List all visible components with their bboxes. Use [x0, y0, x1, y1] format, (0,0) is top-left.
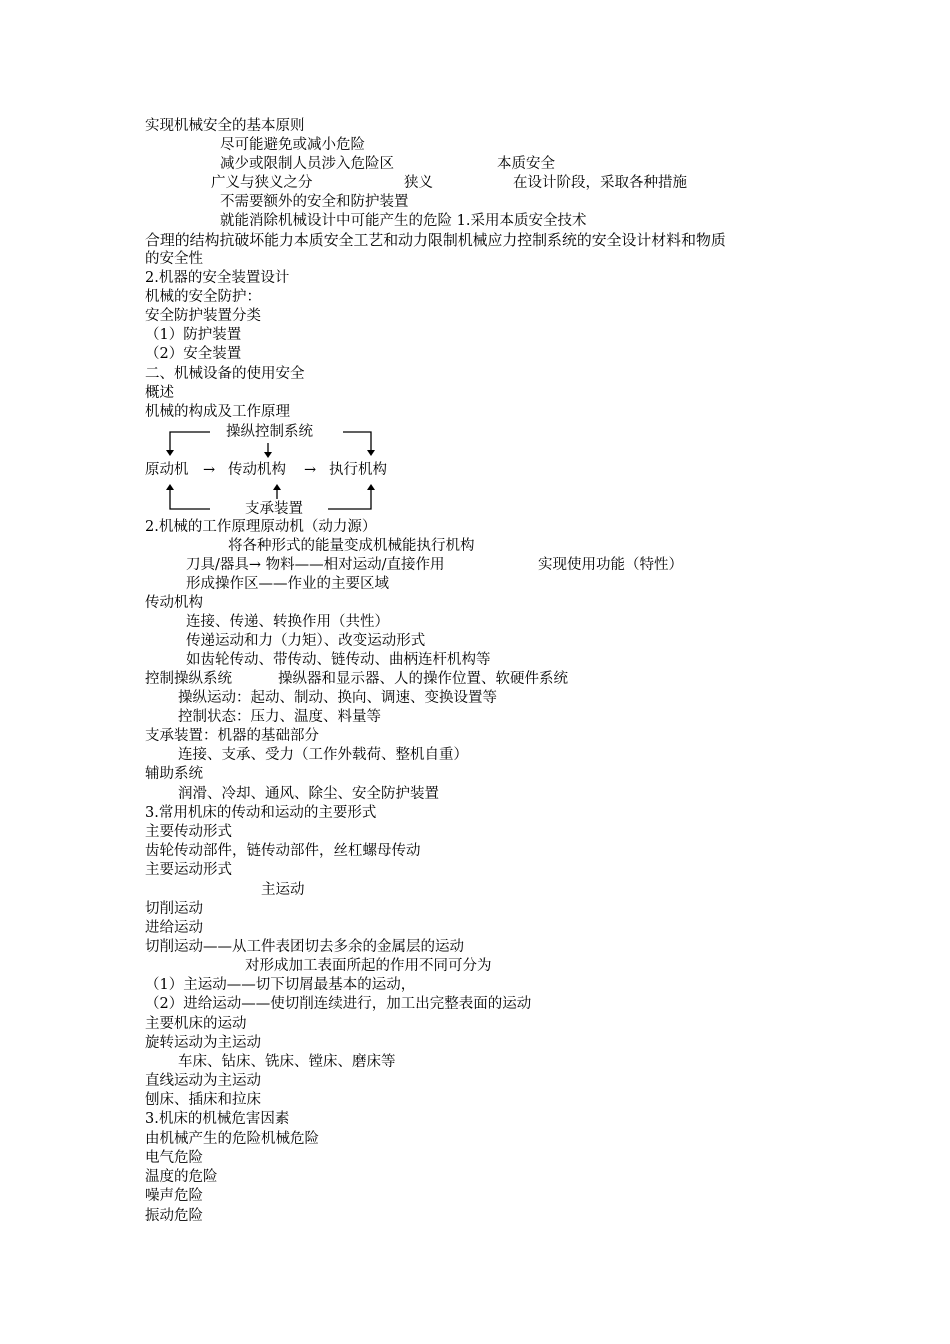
text-line: 3.机床的机械危害因素 — [145, 1111, 290, 1127]
text-line: 噪声危险 — [145, 1188, 203, 1204]
text-line: 安全防护装置分类 — [145, 308, 261, 324]
text-line: 进给运动 — [145, 920, 203, 936]
text-line: 主要运动形式 — [145, 862, 232, 878]
text-line: 温度的危险 — [145, 1169, 218, 1185]
text-line: 支承装置：机器的基础部分 — [145, 728, 319, 744]
bottom-left-bracket — [170, 490, 210, 509]
arrow-up-right — [367, 484, 375, 490]
text-line: 2.机器的安全装置设计 — [145, 270, 290, 286]
text-line: 润滑、冷却、通风、除尘、安全防护装置 — [178, 786, 439, 802]
text-line: 操纵运动：起动、制动、换向、调速、变换设置等 — [178, 690, 497, 706]
text-line: 就能消除机械设计中可能产生的危险 1.采用本质安全技术 — [220, 213, 587, 229]
text-line: 的安全性 — [145, 251, 203, 267]
diagram-actuator: 执行机构 — [329, 462, 387, 478]
text-line: 尽可能避免或减小危险 — [220, 137, 365, 153]
text-line: （2）进给运动——使切削连续进行，加工出完整表面的运动 — [145, 996, 532, 1012]
top-left-bracket — [170, 432, 210, 450]
text-line: 如齿轮传动、带传动、链传动、曲柄连杆机构等 — [186, 652, 491, 668]
text-line: 由机械产生的危险机械危险 — [145, 1131, 319, 1147]
text-line: 形成操作区——作业的主要区域 — [186, 576, 389, 592]
text-line: 不需要额外的安全和防护装置 — [220, 194, 409, 210]
text-line: 广义与狭义之分 — [211, 175, 313, 191]
text-line: 齿轮传动部件，链传动部件，丝杠螺母传动 — [145, 843, 421, 859]
text-line: 对形成加工表面所起的作用不同可分为 — [245, 958, 492, 974]
text-line: （1）防护装置 — [145, 327, 242, 343]
text-line: 传动机构 — [145, 595, 203, 611]
text-line: 振动危险 — [145, 1208, 203, 1224]
diagram-support: 支承装置 — [245, 501, 303, 517]
text-line: 辅助系统 — [145, 766, 203, 782]
diagram-control-system: 操纵控制系统 — [226, 424, 313, 440]
text-line: 传递运动和力（力矩）、改变运动形式 — [186, 633, 426, 649]
text-line: 操纵器和显示器、人的操作位置、软硬件系统 — [278, 671, 568, 687]
diagram-transmission: 传动机构 — [228, 462, 286, 478]
diagram-prime-mover: 原动机 — [145, 462, 189, 478]
text-line: （2）安全装置 — [145, 346, 242, 362]
text-line: 切削运动 — [145, 901, 203, 917]
text-line: 主要传动形式 — [145, 824, 232, 840]
text-line: 减少或限制人员涉入危险区 — [220, 156, 394, 172]
text-line: 主运动 — [261, 882, 305, 898]
arrow-up-center — [273, 484, 281, 490]
text-line: 机械的安全防护： — [145, 289, 261, 305]
text-line: 实现使用功能（特性） — [538, 557, 683, 573]
diagram-arrow-right: → — [304, 462, 317, 478]
text-line: 连接、传递、转换作用（共性） — [186, 614, 389, 630]
text-line: 将各种形式的能量变成机械能执行机构 — [228, 538, 475, 554]
text-line: 旋转运动为主运动 — [145, 1035, 261, 1051]
text-line: 机械的构成及工作原理 — [145, 404, 290, 420]
text-line: 刀具/器具→ 物料——相对运动/直接作用 — [186, 557, 445, 573]
text-line: 本质安全 — [497, 156, 555, 172]
text-line: 二、机械设备的使用安全 — [145, 366, 305, 382]
text-line: 直线运动为主运动 — [145, 1073, 261, 1089]
text-line: 在设计阶段，采取各种措施 — [513, 175, 687, 191]
bottom-right-bracket — [328, 490, 371, 509]
text-line: 切削运动——从工件表团切去多余的金属层的运动 — [145, 939, 464, 955]
arrow-down-left — [166, 450, 174, 456]
text-line: 主要机床的运动 — [145, 1016, 247, 1032]
text-line: 狭义 — [404, 175, 433, 191]
text-line: 连接、支承、受力（工作外载荷、整机自重） — [178, 747, 468, 763]
arrow-up-left — [166, 484, 174, 490]
text-line: 刨床、插床和拉床 — [145, 1092, 261, 1108]
text-line: 控制状态：压力、温度、料量等 — [178, 709, 381, 725]
text-line: 控制操纵系统 — [145, 671, 232, 687]
text-line: 车床、钻床、铣床、镗床、磨床等 — [178, 1054, 396, 1070]
text-line: 3.常用机床的传动和运动的主要形式 — [145, 805, 377, 821]
text-line: 电气危险 — [145, 1150, 203, 1166]
text-line: 实现机械安全的基本原则 — [145, 118, 305, 134]
arrow-down-right — [367, 450, 375, 456]
arrow-down-center — [264, 452, 272, 458]
text-line: 合理的结构抗破坏能力本质安全工艺和动力限制机械应力控制系统的安全设计材料和物质 — [145, 231, 726, 249]
text-line: 概述 — [145, 385, 174, 401]
diagram-arrow-right: → — [203, 462, 216, 478]
text-line: （1）主运动——切下切屑最基本的运动， — [145, 977, 416, 993]
top-right-bracket — [343, 432, 371, 450]
text-line: 2.机械的工作原理原动机（动力源） — [145, 519, 377, 535]
